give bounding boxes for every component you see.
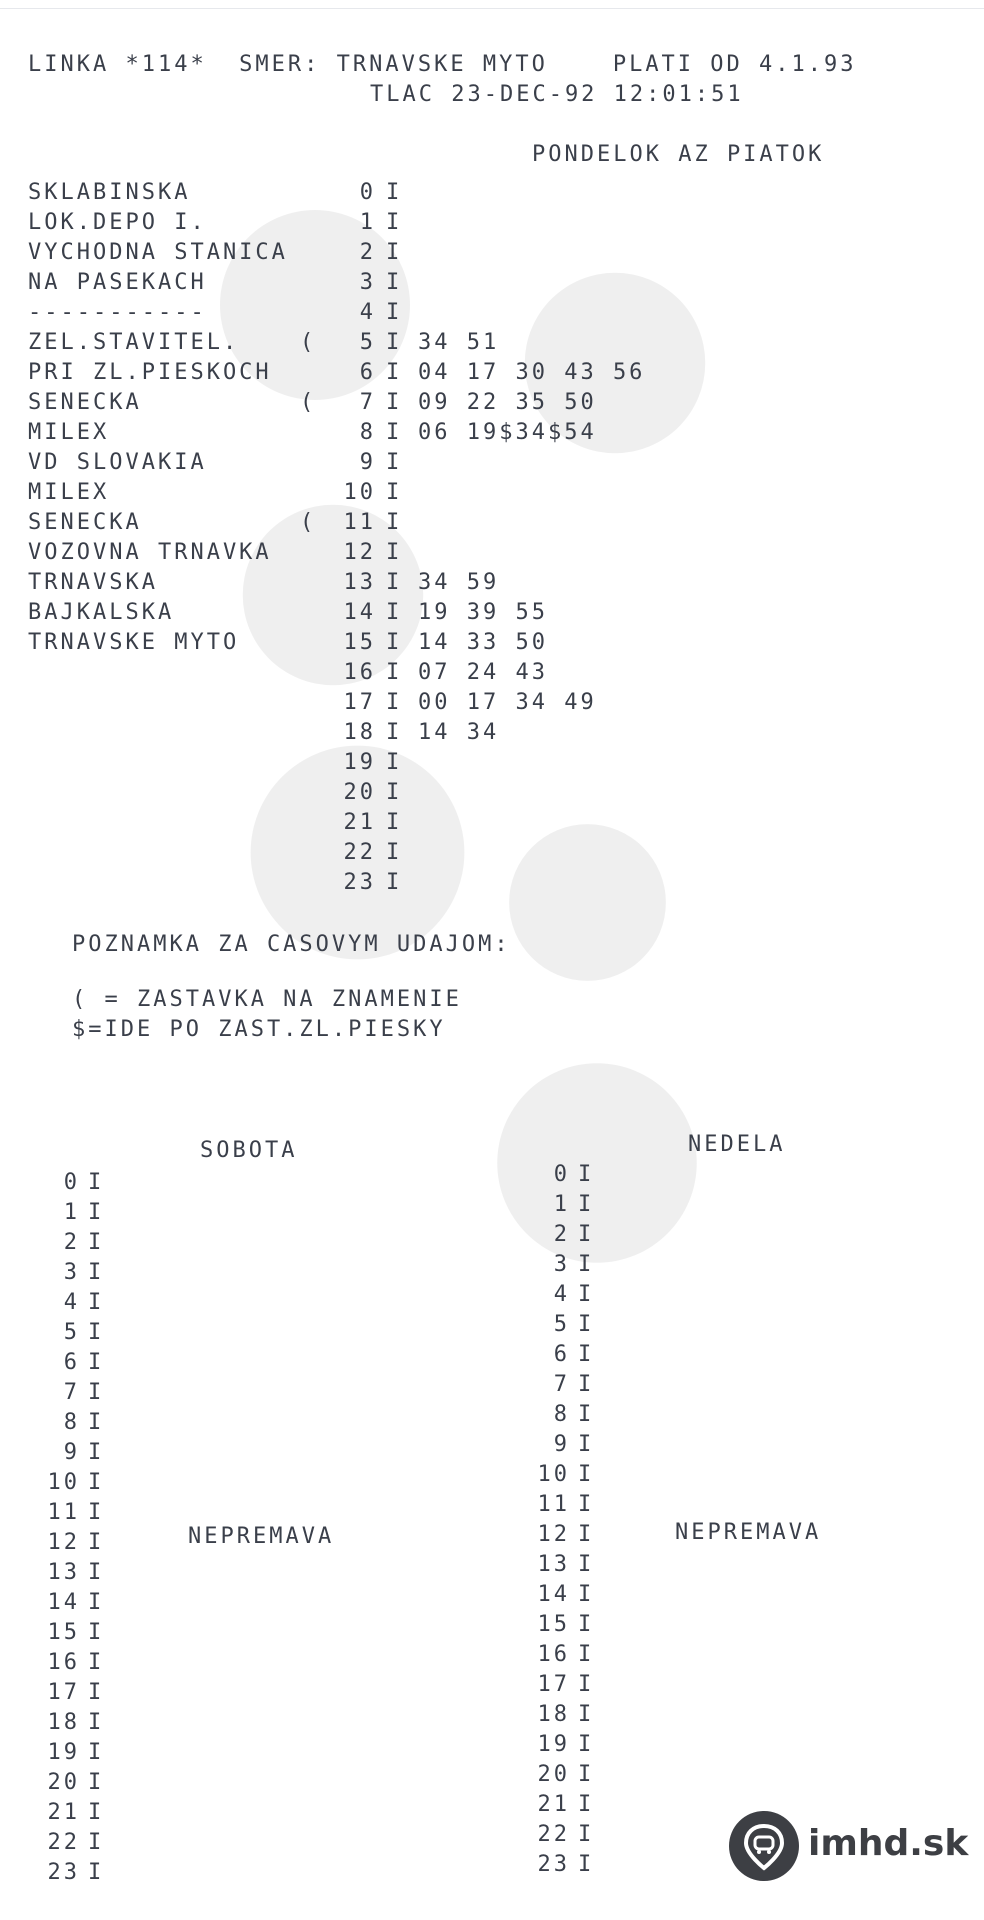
- hour-separator: I: [578, 1432, 595, 1457]
- hour-separator: I: [578, 1312, 595, 1337]
- hour-separator: I: [88, 1710, 105, 1735]
- hour-number: 9: [359, 450, 376, 475]
- hour-number: 8: [553, 1402, 570, 1427]
- sunday-hour-row: [530, 1550, 598, 1580]
- sunday-hour-row: [530, 1670, 598, 1700]
- hour-number: 16: [47, 1650, 80, 1675]
- hour-separator: I: [386, 300, 403, 325]
- hour-row: [330, 838, 645, 868]
- hour-separator: I: [88, 1290, 105, 1315]
- hour-separator: I: [386, 180, 403, 205]
- hour-row: [330, 658, 645, 688]
- hour-row: [330, 328, 645, 358]
- hour-row: [330, 868, 645, 898]
- stop-name: -----------: [28, 300, 207, 325]
- hour-separator: I: [578, 1642, 595, 1667]
- hour-number: 5: [63, 1320, 80, 1345]
- hour-number: 6: [63, 1350, 80, 1375]
- stop-name: TRNAVSKA: [28, 570, 158, 595]
- hour-separator: I: [386, 720, 403, 745]
- hour-number: 14: [47, 1590, 80, 1615]
- hour-number: 21: [343, 810, 376, 835]
- hour-number: 18: [47, 1710, 80, 1735]
- hour-number: 15: [537, 1612, 570, 1637]
- hour-row: [330, 418, 645, 448]
- hour-number: 1: [553, 1192, 570, 1217]
- request-stop-mark: (: [300, 390, 314, 415]
- sunday-hour-row: [530, 1250, 598, 1280]
- hour-separator: I: [578, 1702, 595, 1727]
- saturday-hour-row: [40, 1468, 108, 1498]
- stop-name: LOK.DEPO I.: [28, 210, 207, 235]
- hour-separator: I: [386, 210, 403, 235]
- sunday-hour-row: [530, 1850, 598, 1880]
- logo-text: imhd.sk: [808, 1823, 969, 1864]
- hour-separator: I: [578, 1402, 595, 1427]
- hour-separator: I: [578, 1342, 595, 1367]
- hour-number: 19: [47, 1740, 80, 1765]
- hour-separator: I: [386, 780, 403, 805]
- hour-row: [330, 388, 645, 418]
- hour-separator: I: [386, 570, 403, 595]
- hour-separator: I: [88, 1170, 105, 1195]
- hour-number: 23: [537, 1852, 570, 1877]
- sunday-hour-row: [530, 1820, 598, 1850]
- hour-number: 15: [343, 630, 376, 655]
- hour-separator: I: [578, 1192, 595, 1217]
- hour-number: 1: [63, 1200, 80, 1225]
- hour-number: 10: [343, 480, 376, 505]
- hour-number: 11: [343, 510, 376, 535]
- sunday-hour-column: [530, 1160, 598, 1880]
- hour-number: 10: [537, 1462, 570, 1487]
- hour-separator: I: [88, 1530, 105, 1555]
- hour-separator: I: [88, 1470, 105, 1495]
- hour-separator: I: [88, 1770, 105, 1795]
- hour-number: 18: [343, 720, 376, 745]
- hour-separator: I: [88, 1260, 105, 1285]
- hour-number: 16: [537, 1642, 570, 1667]
- hour-separator: I: [578, 1552, 595, 1577]
- sunday-hour-row: [530, 1490, 598, 1520]
- departure-minutes: 07 24 43: [418, 660, 548, 685]
- saturday-hour-row: [40, 1858, 108, 1888]
- stop-name: MILEX: [28, 480, 110, 505]
- hour-separator: I: [386, 390, 403, 415]
- hour-number: 22: [343, 840, 376, 865]
- hour-row: [330, 628, 645, 658]
- saturday-hour-row: [40, 1168, 108, 1198]
- hour-row: [330, 688, 645, 718]
- note-item: $=IDE PO ZAST.ZL.PIESKY: [72, 1017, 446, 1042]
- hour-separator: I: [578, 1852, 595, 1877]
- hour-row: [330, 748, 645, 778]
- hour-number: 17: [47, 1680, 80, 1705]
- hour-number: 2: [553, 1222, 570, 1247]
- sunday-hour-row: [530, 1520, 598, 1550]
- sunday-hour-row: [530, 1310, 598, 1340]
- sunday-title: NEDELA: [688, 1132, 786, 1157]
- hour-separator: I: [88, 1380, 105, 1405]
- hour-number: 12: [47, 1530, 80, 1555]
- hour-separator: I: [88, 1620, 105, 1645]
- top-rule: [0, 8, 984, 9]
- departure-minutes: 06 19$34$54: [418, 420, 597, 445]
- header-line: LINKA *114* SMER: TRNAVSKE MYTO PLATI OD 4.1.93: [28, 52, 857, 77]
- hour-number: 22: [47, 1830, 80, 1855]
- hour-number: 0: [359, 180, 376, 205]
- hour-number: 17: [537, 1672, 570, 1697]
- hour-row: [330, 808, 645, 838]
- hour-separator: I: [88, 1650, 105, 1675]
- hour-separator: I: [88, 1320, 105, 1345]
- hour-number: 15: [47, 1620, 80, 1645]
- sunday-hour-row: [530, 1760, 598, 1790]
- hour-separator: I: [578, 1792, 595, 1817]
- hour-number: 2: [359, 240, 376, 265]
- hour-number: 0: [63, 1170, 80, 1195]
- hour-row: [330, 268, 645, 298]
- sunday-hour-row: [530, 1160, 598, 1190]
- sunday-hour-row: [530, 1370, 598, 1400]
- hour-separator: I: [386, 540, 403, 565]
- hour-number: 10: [47, 1470, 80, 1495]
- hour-number: 6: [553, 1342, 570, 1367]
- saturday-hour-row: [40, 1408, 108, 1438]
- hour-separator: I: [578, 1162, 595, 1187]
- hour-number: 7: [63, 1380, 80, 1405]
- hour-number: 7: [553, 1372, 570, 1397]
- hour-separator: I: [386, 690, 403, 715]
- saturday-hour-row: [40, 1558, 108, 1588]
- sunday-hour-row: [530, 1580, 598, 1610]
- hour-number: 16: [343, 660, 376, 685]
- hour-number: 5: [553, 1312, 570, 1337]
- hour-row: [330, 298, 645, 328]
- hour-separator: I: [88, 1200, 105, 1225]
- hour-separator: I: [386, 630, 403, 655]
- weekday-hour-grid: [330, 178, 645, 898]
- hour-separator: I: [578, 1492, 595, 1517]
- saturday-hour-row: [40, 1648, 108, 1678]
- hour-number: 7: [359, 390, 376, 415]
- stop-name: VYCHODNA STANICA: [28, 240, 288, 265]
- printed-timestamp: TLAC 23-DEC-92 12:01:51: [370, 82, 744, 107]
- departure-minutes: 34 59: [418, 570, 500, 595]
- hour-number: 13: [343, 570, 376, 595]
- saturday-hour-row: [40, 1618, 108, 1648]
- saturday-hour-row: [40, 1498, 108, 1528]
- saturday-hour-row: [40, 1738, 108, 1768]
- hour-row: [330, 238, 645, 268]
- departure-minutes: 09 22 35 50: [418, 390, 597, 415]
- hour-separator: I: [88, 1680, 105, 1705]
- hour-separator: I: [386, 870, 403, 895]
- hour-separator: I: [578, 1252, 595, 1277]
- hour-number: 23: [343, 870, 376, 895]
- hour-separator: I: [578, 1462, 595, 1487]
- saturday-hour-row: [40, 1798, 108, 1828]
- hour-separator: I: [578, 1372, 595, 1397]
- saturday-hour-column: [40, 1168, 108, 1888]
- saturday-status: NEPREMAVA: [188, 1524, 335, 1549]
- stop-name: TRNAVSKE MYTO: [28, 630, 240, 655]
- hour-row: [330, 178, 645, 208]
- imhd-logo: [728, 1810, 969, 1882]
- hour-number: 17: [343, 690, 376, 715]
- sunday-hour-row: [530, 1610, 598, 1640]
- saturday-hour-row: [40, 1678, 108, 1708]
- hour-number: 20: [47, 1770, 80, 1795]
- hour-number: 4: [359, 300, 376, 325]
- hour-number: 12: [537, 1522, 570, 1547]
- hour-number: 20: [343, 780, 376, 805]
- hour-separator: I: [88, 1860, 105, 1885]
- sunday-hour-row: [530, 1790, 598, 1820]
- departure-minutes: 14 33 50: [418, 630, 548, 655]
- stop-name: VD SLOVAKIA: [28, 450, 207, 475]
- imhd-logo-icon: [728, 1810, 800, 1882]
- hour-number: 9: [553, 1432, 570, 1457]
- saturday-hour-row: [40, 1588, 108, 1618]
- saturday-hour-row: [40, 1768, 108, 1798]
- departure-minutes: 14 34: [418, 720, 500, 745]
- hour-separator: I: [386, 510, 403, 535]
- saturday-hour-row: [40, 1318, 108, 1348]
- hour-separator: I: [88, 1230, 105, 1255]
- hour-row: [330, 718, 645, 748]
- hour-number: 2: [63, 1230, 80, 1255]
- hour-row: [330, 568, 645, 598]
- hour-row: [330, 778, 645, 808]
- hour-separator: I: [386, 840, 403, 865]
- hour-separator: I: [386, 660, 403, 685]
- hour-separator: I: [578, 1822, 595, 1847]
- hour-separator: I: [88, 1350, 105, 1375]
- hour-separator: I: [386, 360, 403, 385]
- sunday-hour-row: [530, 1460, 598, 1490]
- hour-separator: I: [88, 1830, 105, 1855]
- hour-number: 13: [537, 1552, 570, 1577]
- hour-number: 4: [63, 1290, 80, 1315]
- hour-separator: I: [386, 480, 403, 505]
- hour-number: 14: [343, 600, 376, 625]
- hour-separator: I: [578, 1282, 595, 1307]
- hour-number: 13: [47, 1560, 80, 1585]
- hour-separator: I: [88, 1410, 105, 1435]
- hour-separator: I: [386, 420, 403, 445]
- saturday-hour-row: [40, 1228, 108, 1258]
- saturday-hour-row: [40, 1348, 108, 1378]
- hour-separator: I: [386, 330, 403, 355]
- sunday-hour-row: [530, 1640, 598, 1670]
- hour-separator: I: [88, 1500, 105, 1525]
- stop-name: VOZOVNA TRNAVKA: [28, 540, 272, 565]
- hour-separator: I: [578, 1522, 595, 1547]
- saturday-title: SOBOTA: [200, 1138, 298, 1163]
- hour-number: 21: [537, 1792, 570, 1817]
- hour-row: [330, 478, 645, 508]
- sunday-hour-row: [530, 1700, 598, 1730]
- hour-separator: I: [386, 240, 403, 265]
- hour-row: [330, 448, 645, 478]
- hour-number: 19: [343, 750, 376, 775]
- saturday-hour-row: [40, 1198, 108, 1228]
- hour-separator: I: [578, 1762, 595, 1787]
- hour-number: 6: [359, 360, 376, 385]
- hour-separator: I: [386, 750, 403, 775]
- sunday-hour-row: [530, 1190, 598, 1220]
- stop-name: SENECKA: [28, 390, 142, 415]
- hour-separator: I: [578, 1732, 595, 1757]
- hour-number: 5: [359, 330, 376, 355]
- saturday-hour-row: [40, 1828, 108, 1858]
- hour-separator: I: [386, 450, 403, 475]
- hour-separator: I: [578, 1582, 595, 1607]
- sunday-status: NEPREMAVA: [675, 1520, 822, 1545]
- hour-number: 8: [63, 1410, 80, 1435]
- saturday-hour-row: [40, 1378, 108, 1408]
- hour-number: 0: [553, 1162, 570, 1187]
- saturday-hour-row: [40, 1528, 108, 1558]
- hour-separator: I: [578, 1612, 595, 1637]
- notes-title: POZNAMKA ZA CASOVYM UDAJOM:: [72, 932, 511, 957]
- hour-number: 11: [47, 1500, 80, 1525]
- saturday-hour-row: [40, 1708, 108, 1738]
- saturday-hour-row: [40, 1288, 108, 1318]
- hour-number: 21: [47, 1800, 80, 1825]
- sunday-hour-row: [530, 1340, 598, 1370]
- hour-number: 14: [537, 1582, 570, 1607]
- hour-number: 1: [359, 210, 376, 235]
- hour-number: 19: [537, 1732, 570, 1757]
- stop-name: SKLABINSKA: [28, 180, 191, 205]
- saturday-hour-row: [40, 1438, 108, 1468]
- hour-separator: I: [578, 1672, 595, 1697]
- hour-number: 3: [63, 1260, 80, 1285]
- hour-separator: I: [88, 1560, 105, 1585]
- hour-number: 20: [537, 1762, 570, 1787]
- hour-row: [330, 508, 645, 538]
- hour-row: [330, 538, 645, 568]
- sunday-hour-row: [530, 1400, 598, 1430]
- hour-number: 4: [553, 1282, 570, 1307]
- hour-number: 3: [359, 270, 376, 295]
- stop-name: NA PASEKACH: [28, 270, 207, 295]
- weekday-title: PONDELOK AZ PIATOK: [532, 142, 825, 167]
- hour-number: 23: [47, 1860, 80, 1885]
- sunday-hour-row: [530, 1430, 598, 1460]
- stop-name: MILEX: [28, 420, 110, 445]
- hour-separator: I: [386, 810, 403, 835]
- hour-separator: I: [386, 270, 403, 295]
- departure-minutes: 19 39 55: [418, 600, 548, 625]
- stop-name: BAJKALSKA: [28, 600, 175, 625]
- sunday-hour-row: [530, 1220, 598, 1250]
- stop-name: PRI ZL.PIESKOCH: [28, 360, 272, 385]
- hour-separator: I: [386, 600, 403, 625]
- hour-number: 18: [537, 1702, 570, 1727]
- hour-separator: I: [88, 1590, 105, 1615]
- hour-row: [330, 358, 645, 388]
- hour-row: [330, 598, 645, 628]
- hour-separator: I: [88, 1440, 105, 1465]
- saturday-hour-row: [40, 1258, 108, 1288]
- request-stop-mark: (: [300, 510, 314, 535]
- note-item: ( = ZASTAVKA NA ZNAMENIE: [72, 987, 462, 1012]
- departure-minutes: 04 17 30 43 56: [418, 360, 646, 385]
- hour-row: [330, 208, 645, 238]
- hour-number: 9: [63, 1440, 80, 1465]
- stop-name: ZEL.STAVITEL.: [28, 330, 240, 355]
- stop-name: SENECKA: [28, 510, 142, 535]
- departure-minutes: 34 51: [418, 330, 500, 355]
- hour-number: 3: [553, 1252, 570, 1277]
- hour-separator: I: [88, 1800, 105, 1825]
- request-stop-mark: (: [300, 330, 314, 355]
- hour-number: 8: [359, 420, 376, 445]
- sunday-hour-row: [530, 1280, 598, 1310]
- hour-number: 12: [343, 540, 376, 565]
- sunday-hour-row: [530, 1730, 598, 1760]
- departure-minutes: 00 17 34 49: [418, 690, 597, 715]
- hour-separator: I: [578, 1222, 595, 1247]
- hour-number: 11: [537, 1492, 570, 1517]
- hour-separator: I: [88, 1740, 105, 1765]
- hour-number: 22: [537, 1822, 570, 1847]
